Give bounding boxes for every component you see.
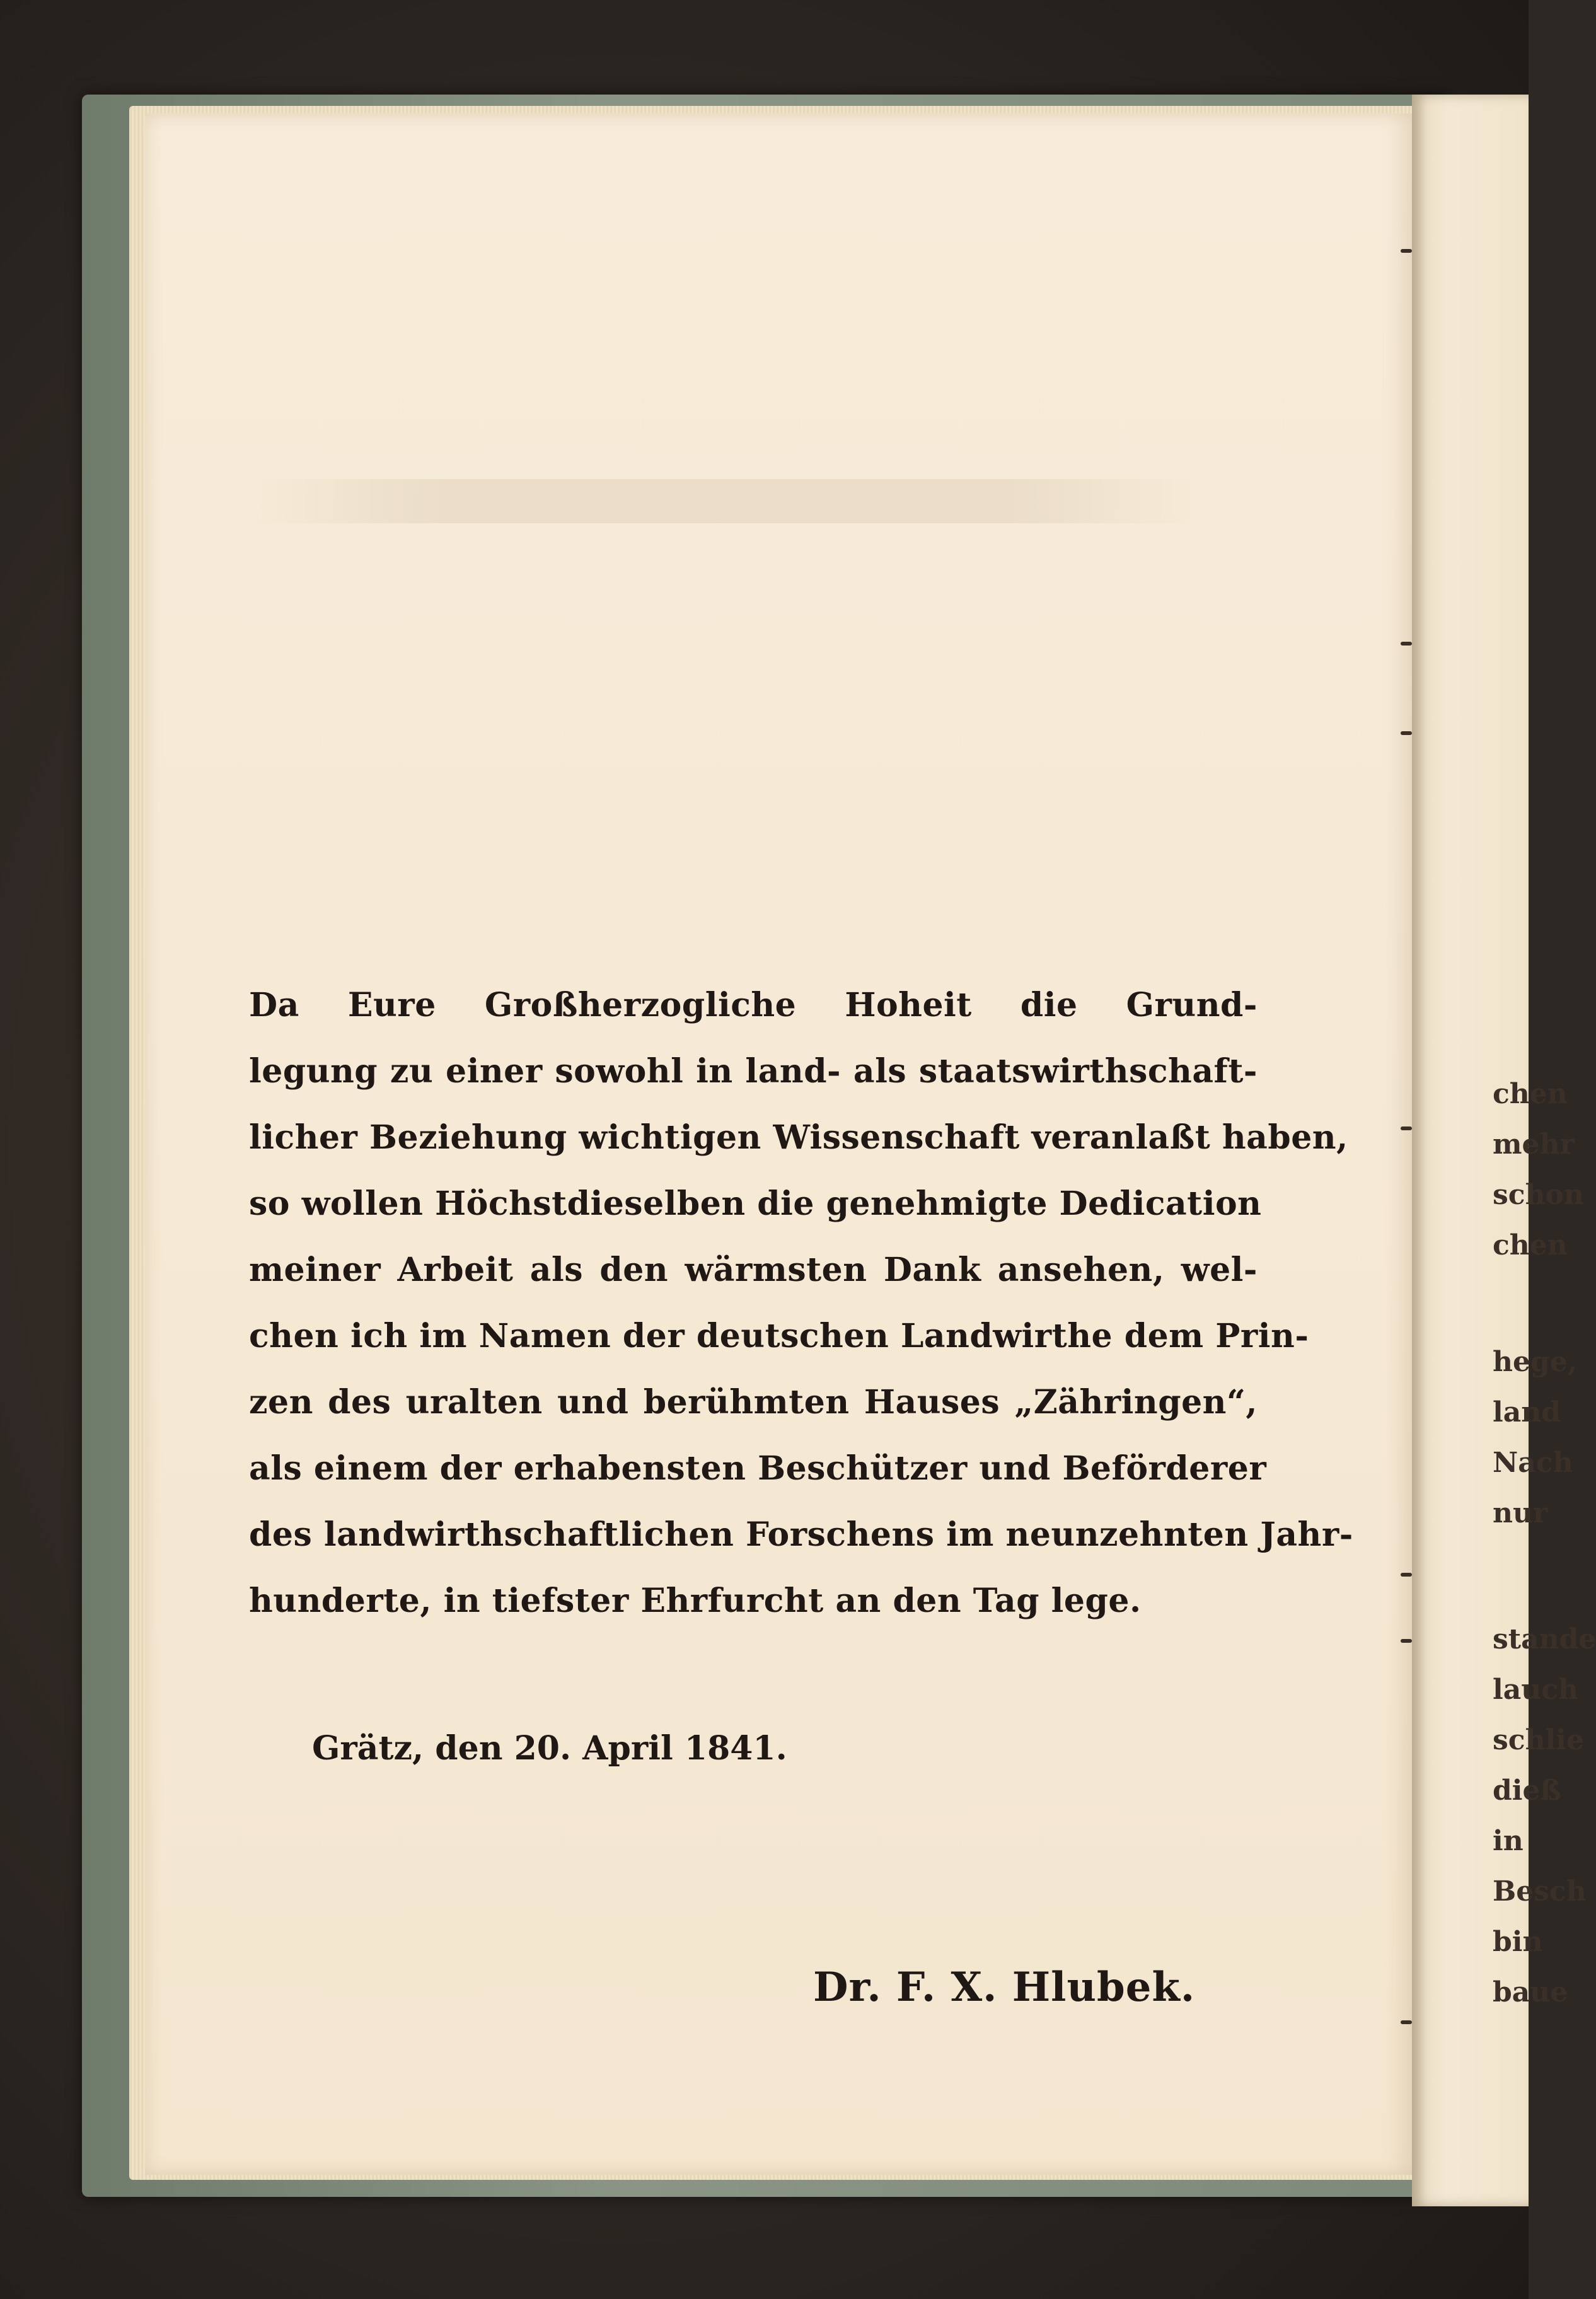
adjacent-page-word: lauch [1493, 1674, 1578, 1706]
dedication-line: als einem der erhabensten Beschützer und Beförderer [249, 1449, 1267, 1488]
adjacent-page-word: stande [1493, 1623, 1596, 1655]
adjacent-page [1412, 95, 1596, 2206]
dedication-line: chen ich im Namen der deutschen Landwirthe dem Prin- [249, 1317, 1309, 1355]
binding-thread [1401, 1126, 1412, 1130]
dedication-line: meiner Arbeit als den wärmsten Dank ansehen, wel- [249, 1251, 1258, 1289]
dedication-line: Da Eure Großherzogliche Hoheit die Grund- [249, 986, 1258, 1024]
adjacent-page-word: mehr [1493, 1128, 1575, 1161]
adjacent-page-word: Besch [1493, 1875, 1587, 1908]
bleed-through-shadow [252, 479, 1198, 523]
adjacent-page-word: baue [1493, 1976, 1568, 2008]
adjacent-page-word: chen [1493, 1229, 1568, 1261]
dedication-line: zen des uralten und berühmten Hauses „Zähringen“, [249, 1383, 1258, 1422]
dedication-line: des landwirthschaftlichen Forschens im neunzehnten Jahr- [249, 1515, 1353, 1554]
adjacent-page-word: dieß [1493, 1775, 1561, 1807]
adjacent-page-word: schlie [1493, 1724, 1584, 1756]
binding-thread [1401, 1573, 1412, 1577]
binding-thread [1401, 1639, 1412, 1643]
adjacent-page-word: in [1493, 1825, 1524, 1857]
signature: Dr. F. X. Hlubek. [813, 1964, 1196, 2011]
adjacent-page-word: nur [1493, 1497, 1548, 1529]
binding-thread [1401, 642, 1412, 646]
binding-thread [1401, 731, 1412, 735]
dedication-line: legung zu einer sowohl in land- als staatswirthschaft- [249, 1052, 1258, 1091]
dedication-line: licher Beziehung wichtigen Wissenschaft veranlaßt haben, [249, 1118, 1348, 1157]
adjacent-page-word: hege, [1493, 1346, 1578, 1378]
adjacent-page-word: chen [1493, 1078, 1568, 1110]
adjacent-page-word: schon [1493, 1179, 1584, 1211]
adjacent-page-word: bin [1493, 1926, 1543, 1958]
dedication-line: hunderte, in tiefster Ehrfurcht an den Tag lege. [249, 1582, 1142, 1620]
binding-thread [1401, 249, 1412, 253]
dedication-line: so wollen Höchstdieselben die genehmigte Dedication [249, 1184, 1262, 1223]
dateline: Grätz, den 20. April 1841. [312, 1729, 787, 1768]
adjacent-page-word: Nach [1493, 1447, 1573, 1479]
binding-thread [1401, 2020, 1412, 2024]
adjacent-page-word: land [1493, 1396, 1561, 1428]
